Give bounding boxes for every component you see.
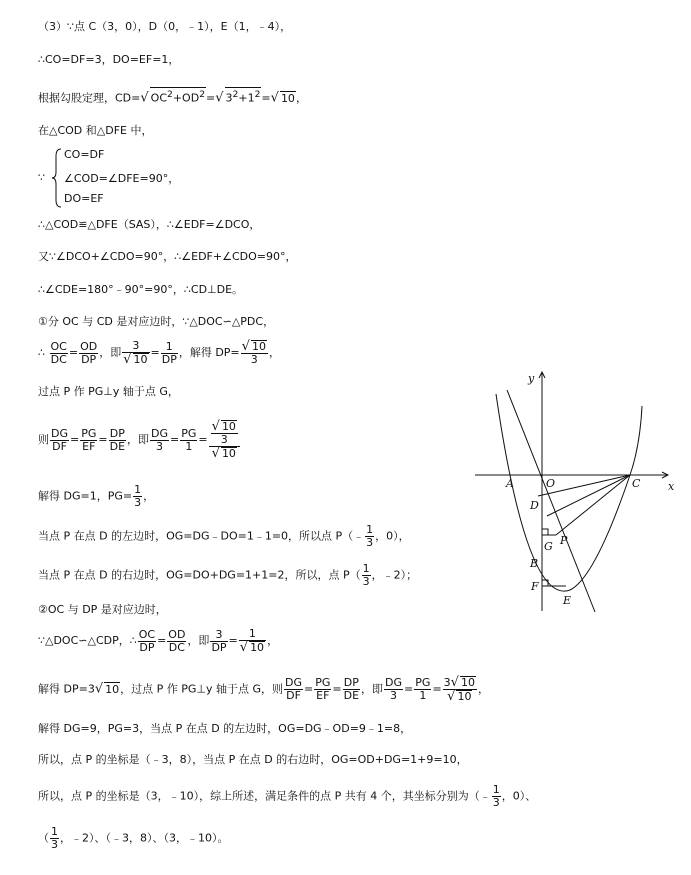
text: = (150, 346, 160, 359)
system-line-1: CO=DF (64, 148, 105, 161)
text: 所以，点 P 的坐标是（3，﹣10），综上所述，满足条件的点 P 共有 4 个，其坐标分别为（﹣ (38, 789, 491, 803)
text: = (70, 433, 80, 446)
text: ∵△DOC∽△CDP，∴ (38, 634, 137, 647)
line-left-case (38, 524, 410, 549)
text: = (261, 91, 271, 105)
line-ratio-1 (38, 340, 280, 366)
fraction (414, 677, 431, 702)
text: ，即 (187, 634, 210, 647)
text: OC (150, 91, 168, 105)
sqrt-10: 10 (221, 447, 236, 460)
text: 3 (225, 91, 233, 105)
label-c: C (632, 477, 641, 490)
fraction (150, 428, 169, 453)
line-equal-segments: ∴CO=DF=3，DO=EF=1， (38, 53, 180, 66)
label-f: F (531, 580, 539, 593)
text: ， (295, 91, 307, 105)
line-triangles: 在△COD 和△DFE 中， (38, 124, 153, 137)
line-ratio-2 (38, 420, 241, 460)
text: +1 (238, 91, 255, 105)
numerator: 1 (366, 523, 374, 536)
system-line-2: ∠COD=∠DFE=90°， (64, 172, 180, 185)
radical-sign: √ (447, 689, 456, 704)
text: 2 (254, 89, 261, 100)
radical-sign: √ (241, 339, 250, 354)
numerator: DP (109, 426, 125, 440)
fraction (133, 484, 142, 509)
text: = (198, 433, 208, 446)
system-line-3: DO=EF (64, 192, 104, 205)
numerator: PG (181, 426, 197, 440)
sqrt-oc-od (150, 87, 206, 106)
text: 3 (443, 676, 451, 689)
text: = (432, 682, 442, 696)
text: ，﹣2）、（﹣3，8）、（3，﹣10）。 (60, 831, 229, 845)
fraction (241, 340, 268, 366)
numerator: DG (385, 676, 403, 689)
fraction (138, 629, 156, 654)
text: ，过点 P 作 PG⊥y 轴于点 G，则 (120, 682, 284, 696)
parabola (496, 394, 642, 591)
denominator: 3 (492, 796, 500, 809)
text: +OD (172, 91, 200, 105)
text: = (404, 682, 414, 696)
label-e: E (563, 594, 572, 607)
right-angle-g-icon (542, 529, 548, 535)
denominator: DP (139, 640, 155, 654)
numerator: 1 (362, 562, 370, 575)
denominator: DE (343, 689, 360, 702)
denominator (443, 690, 477, 703)
sqrt-10: 10 (221, 420, 236, 433)
fraction (284, 677, 303, 702)
fraction (384, 677, 403, 702)
numerator: OC (50, 339, 67, 353)
fraction (343, 677, 360, 702)
denominator: EF (82, 439, 96, 453)
text: = (206, 91, 216, 105)
fraction (211, 420, 238, 446)
label-y: y (528, 372, 535, 385)
text: = (170, 433, 180, 446)
denominator: DE (109, 439, 126, 453)
denominator: EF (316, 689, 330, 702)
fraction (80, 428, 97, 453)
denominator (209, 447, 240, 460)
label-x: x (668, 480, 675, 493)
text: ，0）， (375, 529, 410, 543)
fraction (239, 628, 266, 654)
label-b: B (530, 557, 539, 570)
denominator: DF (286, 689, 301, 702)
numerator: 1 (239, 628, 266, 641)
numerator: OD (80, 339, 98, 353)
numerator: DP (343, 676, 359, 689)
text: 当点 P 在点 D 的右边时，OG=DO+DG=1+1=2，所以，点 P（ (38, 568, 361, 582)
line-pythagoras (38, 87, 307, 106)
fraction (314, 677, 331, 702)
radical-sign: √ (140, 90, 149, 106)
fraction (209, 420, 240, 460)
denominator: DC (168, 640, 185, 654)
line-similarity-2 (38, 628, 278, 654)
denominator: 3 (134, 496, 142, 509)
denominator: 3 (390, 689, 398, 702)
sqrt-3-1 (225, 87, 262, 106)
text: ，0）、 (501, 789, 537, 803)
numerator: PG (315, 676, 331, 689)
denominator (239, 641, 266, 654)
sqrt-10: 10 (280, 91, 295, 105)
line-congruence: ∴△COD≌△DFE（SAS），∴∠EDF=∠DCO， (38, 218, 261, 231)
fraction (79, 341, 98, 366)
numerator (443, 676, 477, 690)
text: ，﹣2）； (371, 568, 418, 582)
sqrt-10: 10 (460, 676, 475, 689)
text: （ (38, 831, 49, 845)
denominator: 3 (250, 353, 258, 366)
denominator: 1 (419, 689, 427, 702)
radical-sign: √ (450, 675, 459, 690)
text: ∴ (38, 346, 45, 359)
text: 则 (38, 433, 49, 446)
fraction (180, 428, 197, 453)
sqrt-10: 10 (251, 340, 266, 353)
fraction (492, 784, 501, 809)
numerator (211, 420, 238, 434)
text: ， (268, 346, 280, 359)
text: = (304, 682, 314, 696)
numerator: 1 (161, 341, 178, 354)
text: 2 (199, 89, 206, 100)
sqrt-10: 10 (250, 641, 265, 654)
line-case-1: ①分 OC 与 CD 是对应边时，∵△DOC∽△PDC， (38, 315, 275, 328)
radical-sign: √ (211, 419, 220, 434)
radical-sign: √ (94, 681, 104, 697)
fraction (109, 428, 126, 453)
numerator: OD (168, 627, 186, 641)
line-perpendicular: ∴∠CDE=180°﹣90°=90°，∴CD⊥DE。 (38, 283, 244, 296)
denominator: DF (52, 439, 67, 453)
text: 2 (167, 89, 173, 100)
fraction (365, 524, 374, 549)
label-o: O (546, 477, 556, 490)
left-brace-icon (52, 148, 62, 208)
text: ，解得 DP= (178, 346, 240, 359)
sqrt-10: 10 (105, 682, 120, 696)
numerator: DG (51, 426, 68, 440)
numerator: 1 (492, 783, 500, 796)
line-summary (38, 784, 536, 809)
line-ratio-3 (38, 676, 489, 703)
text: 解得 DP=3 (38, 682, 95, 696)
line-de (507, 390, 595, 612)
numerator: 1 (134, 483, 142, 496)
text: = (68, 346, 79, 359)
line-p-coordinate-1: 所以，点 P 的坐标是（﹣3，8），当点 P 在点 D 的右边时，OG=OD+DG=1+9=10， (38, 753, 468, 766)
radical-sign: √ (211, 446, 220, 461)
radical-sign: √ (215, 90, 224, 106)
denominator: 3 (220, 433, 228, 446)
text: ， (477, 682, 489, 696)
text: ， (267, 634, 279, 647)
denominator: DP (81, 352, 97, 366)
fraction (443, 676, 477, 703)
text: = (332, 682, 342, 696)
denominator: 1 (185, 439, 193, 453)
fraction (362, 563, 371, 588)
fraction (50, 341, 68, 366)
numerator: PG (415, 676, 431, 689)
line-right-case (38, 563, 417, 588)
fraction (122, 340, 149, 366)
label-a: A (506, 477, 514, 490)
line-draw-pg: 过点 P 作 PG⊥y 轴于点 G， (38, 385, 179, 398)
text: ， (143, 489, 155, 503)
line-dg-pg (38, 484, 154, 509)
label-d: D (530, 499, 539, 512)
text: 解得 DG=1，PG= (38, 489, 133, 503)
fraction (161, 341, 178, 366)
line-angle-sum: 又∵∠DCO+∠CDO=90°，∴∠EDF+∠CDO=90°， (38, 250, 297, 263)
numerator: 3 (210, 629, 227, 642)
label-p: P (560, 534, 568, 547)
denominator: DC (50, 352, 67, 366)
numerator: PG (81, 426, 97, 440)
numerator: 3 (122, 340, 149, 353)
radical-sign: √ (270, 90, 279, 106)
text: 当点 P 在点 D 的左边时，OG=DG﹣DO=1﹣1=0，所以点 P（﹣ (38, 529, 365, 543)
text: ，即 (361, 682, 384, 696)
denominator: 3 (362, 575, 370, 588)
numerator: DG (285, 676, 303, 689)
denominator: DP (211, 640, 227, 654)
text: = (157, 634, 167, 647)
denominator: 3 (366, 536, 374, 549)
text: = (98, 433, 108, 446)
fraction (167, 629, 186, 654)
numerator: OC (138, 627, 156, 641)
sqrt-10: 10 (457, 690, 472, 703)
numerator: 1 (51, 825, 58, 838)
line-given-points: （3）∵点 C（3，0），D（0，﹣1），E（1，﹣4）， (38, 20, 292, 33)
text: 根据勾股定理，CD= (38, 91, 141, 105)
denominator: DP (161, 352, 177, 366)
line-solve-dg-9: 解得 DG=9，PG=3，当点 P 在点 D 的左边时，OG=DG﹣OD=9﹣1=8， (38, 722, 412, 735)
text: 2 (232, 89, 239, 100)
denominator: 3 (51, 838, 58, 851)
sqrt-10: 10 (133, 353, 148, 366)
denominator (122, 353, 149, 366)
because-symbol: ∵ (38, 171, 45, 184)
numerator: DG (151, 426, 169, 440)
fraction (50, 428, 69, 453)
denominator: 3 (156, 439, 164, 453)
coordinate-figure (470, 366, 680, 616)
line-case-2: ②OC 与 DP 是对应边时， (38, 603, 167, 616)
text: ，即 (127, 433, 150, 446)
numerator (241, 340, 268, 354)
text: ，即 (99, 346, 122, 359)
numerator (209, 420, 240, 447)
label-g: G (544, 540, 553, 553)
line-summary-end (38, 826, 229, 851)
fraction (50, 826, 59, 851)
radical-sign: √ (239, 640, 249, 655)
radical-sign: √ (123, 352, 132, 367)
fraction (210, 629, 227, 654)
text: = (228, 634, 238, 647)
